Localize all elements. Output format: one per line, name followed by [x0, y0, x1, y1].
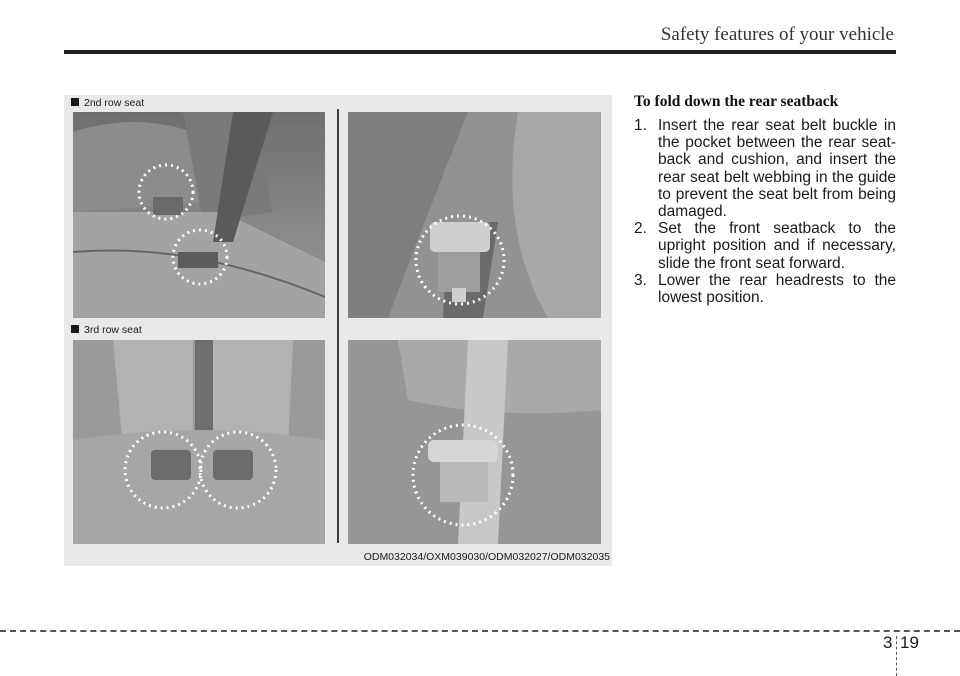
seat-illustration-icon	[73, 112, 325, 318]
figure-divider	[337, 109, 339, 543]
figure-label-3rd-row: 3rd row seat	[71, 324, 142, 336]
buckle-closeup-icon	[348, 112, 601, 318]
illustration-3rd-row-seat	[73, 340, 325, 544]
list-item: 3. Lower the rear headrests to the lowest position.	[634, 271, 896, 307]
list-item: 1. Insert the rear seat belt buckle in the pocket between the rear seat-back and cushion, and insert the rear seat belt webbing in the guide to prevent the seat belt from being damaged.	[634, 117, 896, 221]
illustration-buckle-pocket	[348, 112, 601, 318]
steps-list	[634, 117, 896, 306]
square-bullet-icon	[71, 325, 79, 333]
figure-code: ODM032034/OXM039030/ODM032027/ODM032035	[363, 551, 610, 563]
page-number: 19	[900, 633, 919, 652]
figure-panel	[64, 95, 612, 566]
seat-illustration-icon	[73, 340, 325, 544]
illustration-2nd-row-seat	[73, 112, 325, 318]
page-number-separator	[896, 636, 897, 676]
buckle-closeup-icon	[348, 340, 601, 544]
instructions-column	[634, 93, 896, 306]
illustration-belt-guide	[348, 340, 601, 544]
header-rule	[64, 50, 896, 54]
chapter-number: 3	[883, 633, 893, 652]
footer-rule	[0, 630, 960, 632]
list-item: 2. Set the front seatback to the upright position and if necessary, slide the front seat forward.	[634, 220, 896, 272]
running-header: Safety features of your vehicle	[660, 24, 894, 45]
section-heading: To fold down the rear seatback	[634, 93, 839, 110]
square-bullet-icon	[71, 98, 79, 106]
figure-label-2nd-row: 2nd row seat	[71, 97, 144, 109]
